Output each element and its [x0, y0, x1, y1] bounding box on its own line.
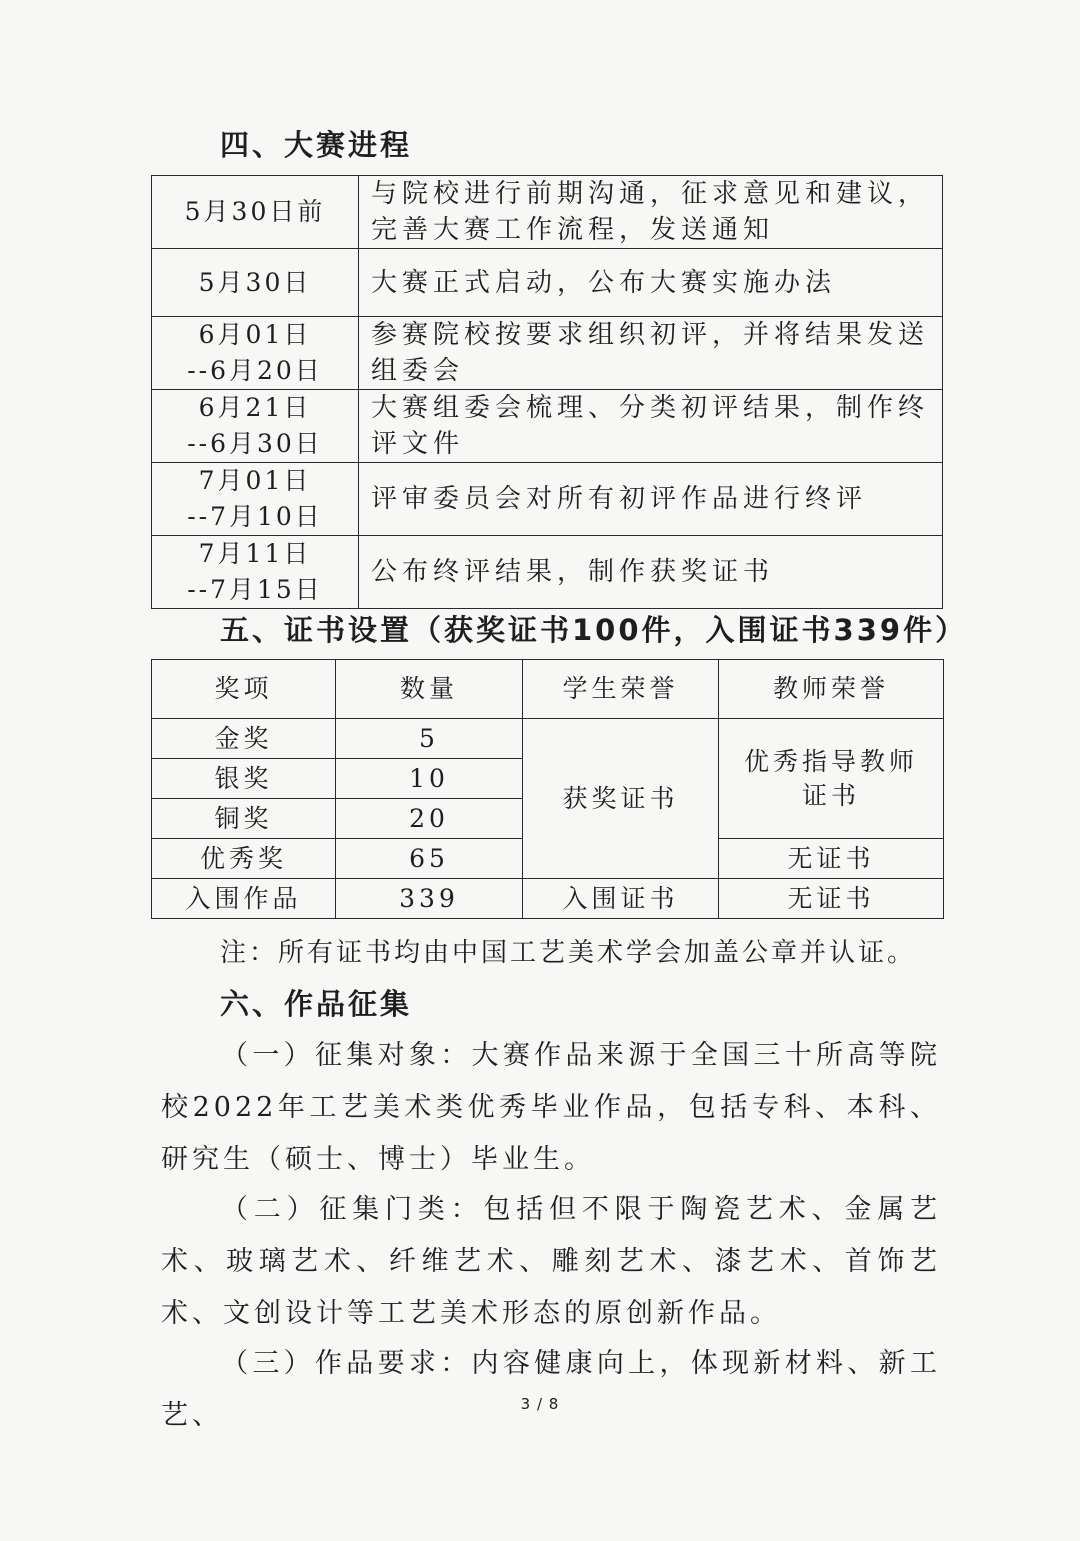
- schedule-date: [152, 317, 359, 390]
- certificate-note: 注：所有证书均由中国工艺美术学会加盖公章并认证。: [220, 938, 917, 968]
- award-count: 339: [336, 879, 523, 919]
- schedule-desc: 公布终评结果，制作获奖证书: [359, 536, 943, 609]
- award-name: 优秀奖: [152, 839, 336, 879]
- finalist-cert-cell: 入围证书: [523, 879, 719, 919]
- award-name: 银奖: [152, 759, 336, 799]
- section6-heading: 六、作品征集: [220, 987, 413, 1021]
- header-student: 学生荣誉: [523, 660, 719, 719]
- schedule-date: [152, 536, 359, 609]
- award-name: 铜奖: [152, 799, 336, 839]
- schedule-date: [152, 249, 359, 317]
- award-count: 10: [336, 759, 523, 799]
- no-cert-cell: 无证书: [719, 879, 944, 919]
- award-count: 5: [336, 719, 523, 759]
- table-row: [152, 719, 944, 759]
- header-count: 数量: [336, 660, 523, 719]
- table-row: [152, 249, 943, 317]
- date-line: --7月10日: [187, 502, 323, 531]
- award-count: 65: [336, 839, 523, 879]
- header-award: 奖项: [152, 660, 336, 719]
- no-cert-cell: 无证书: [719, 839, 944, 879]
- table-row: [152, 463, 943, 536]
- award-count: 20: [336, 799, 523, 839]
- schedule-desc: 评审委员会对所有初评作品进行终评: [359, 463, 943, 536]
- award-name: 入围作品: [152, 879, 336, 919]
- table-row: [152, 536, 943, 609]
- paragraph-work-requirements: （三）作品要求：内容健康向上，体现新材料、新工艺、: [161, 1348, 941, 1431]
- schedule-desc: 大赛组委会梳理、分类初评结果，制作终评文件: [359, 390, 943, 463]
- schedule-date: [152, 463, 359, 536]
- paragraph-collection-target: （一）征集对象：大赛作品来源于全国三十所高等院校2022年工艺美术类优秀毕业作品，包括专科、本科、研究生（硕士、博士）毕业生。: [161, 1040, 941, 1175]
- schedule-date: [152, 176, 359, 249]
- date-line: 5月30日: [198, 267, 312, 297]
- date-line: 6月21日: [198, 393, 312, 422]
- schedule-table: [151, 175, 943, 609]
- paragraph-collection-category: （二）征集门类：包括但不限于陶瓷艺术、金属艺术、玻璃艺术、纤维艺术、雕刻艺术、漆艺术、首饰艺术、文创设计等工艺美术形态的原创新作品。: [161, 1194, 941, 1329]
- date-line: --7月15日: [187, 575, 323, 604]
- page-number: 3 / 8: [520, 1395, 560, 1413]
- certificate-table: [151, 659, 944, 919]
- table-row: [152, 879, 944, 919]
- section5-heading: 五、证书设置（获奖证书100件，入围证书339件）: [220, 613, 968, 647]
- table-header-row: [152, 660, 944, 719]
- section4-heading: 四、大赛进程: [220, 128, 413, 162]
- schedule-desc: 与院校进行前期沟通，征求意见和建议，完善大赛工作流程，发送通知: [359, 176, 943, 249]
- award-name: 金奖: [152, 719, 336, 759]
- schedule-desc: 参赛院校按要求组织初评，并将结果发送组委会: [359, 317, 943, 390]
- schedule-date: [152, 390, 359, 463]
- date-line: 5月30日前: [184, 197, 326, 226]
- date-line: 7月01日: [198, 466, 312, 495]
- date-line: --6月20日: [187, 356, 323, 385]
- table-row: [152, 317, 943, 390]
- header-teacher: 教师荣誉: [719, 660, 944, 719]
- teacher-award-cell: 优秀指导教师证书: [719, 719, 944, 839]
- schedule-desc: 大赛正式启动，公布大赛实施办法: [359, 249, 943, 317]
- date-line: 6月01日: [198, 320, 312, 349]
- table-row: [152, 176, 943, 249]
- student-award-cell: 获奖证书: [523, 719, 719, 879]
- date-line: 7月11日: [198, 539, 312, 568]
- date-line: --6月30日: [187, 429, 323, 458]
- table-row: [152, 390, 943, 463]
